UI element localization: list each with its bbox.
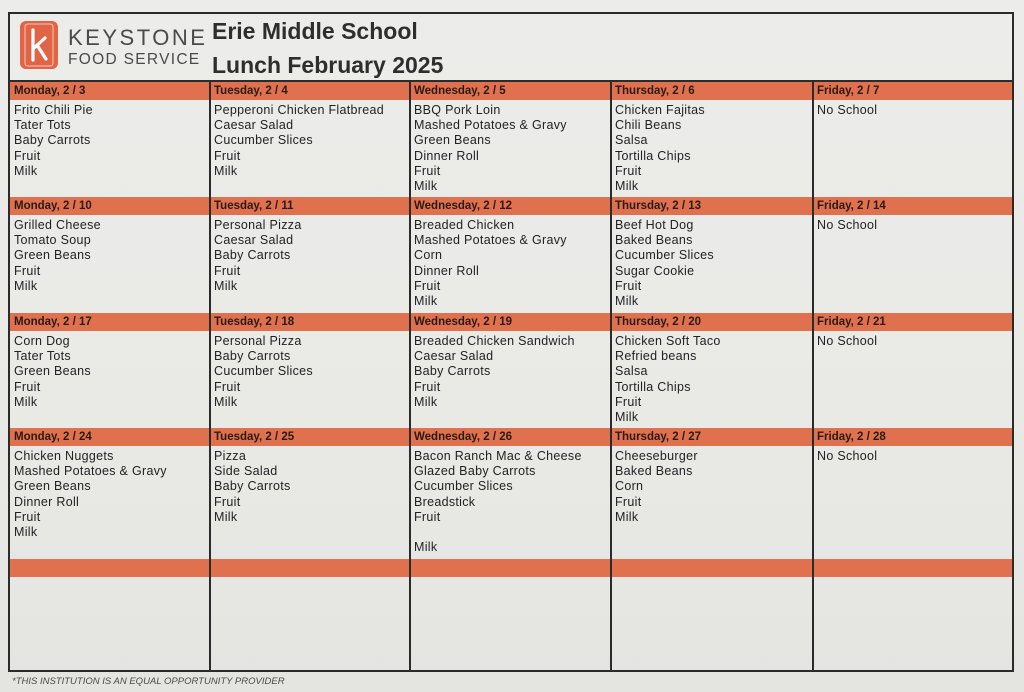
day-menu-list <box>817 103 877 118</box>
menu-item: Dinner Roll <box>14 494 80 509</box>
menu-item: Fruit <box>14 379 41 394</box>
menu-grid <box>10 82 1012 670</box>
menu-item: Corn Dog <box>14 334 70 348</box>
column-divider <box>610 82 612 670</box>
column-divider <box>812 82 814 670</box>
menu-item: Baby Carrots <box>214 349 291 364</box>
column-divider <box>409 82 411 670</box>
menu-item: Fruit <box>414 163 441 178</box>
day-label: Wednesday, 2 / 12 <box>414 200 513 212</box>
keystone-k-logo-icon <box>20 21 58 69</box>
day-label: Wednesday, 2 / 26 <box>414 431 513 443</box>
day-menu-list <box>615 103 705 194</box>
menu-item: Green Beans <box>414 133 491 148</box>
menu-item: Milk <box>214 278 238 293</box>
menu-item: Milk <box>214 163 238 178</box>
day-label: Tuesday, 2 / 25 <box>214 431 295 443</box>
menu-item: Fruit <box>14 263 41 278</box>
day-menu-list <box>14 449 167 540</box>
menu-item: Green Beans <box>14 248 91 263</box>
day-menu-list <box>214 334 313 410</box>
menu-item: Tater Tots <box>14 118 71 133</box>
menu-item: Milk <box>615 509 639 524</box>
menu-item: Milk <box>14 394 38 409</box>
day-menu-list <box>14 218 101 294</box>
day-menu-list <box>14 334 91 410</box>
menu-item: Milk <box>414 540 438 555</box>
keystone-logo <box>20 21 208 73</box>
day-menu-list <box>214 103 384 179</box>
menu-item: Chicken Nuggets <box>14 449 114 463</box>
menu-item: Baked Beans <box>615 233 693 248</box>
menu-item: Breaded Chicken Sandwich <box>414 334 575 348</box>
menu-item: Refried beans <box>615 349 697 364</box>
day-menu-list <box>414 334 575 410</box>
day-menu-list <box>214 218 302 294</box>
menu-item: No School <box>817 218 878 232</box>
menu-item: Personal Pizza <box>214 334 302 348</box>
menu-item: Chili Beans <box>615 118 682 133</box>
menu-item: Breaded Chicken <box>414 218 515 232</box>
menu-item: Baked Beans <box>615 464 693 479</box>
menu-item: Pepperoni Chicken Flatbread <box>214 103 385 117</box>
day-label: Thursday, 2 / 27 <box>615 431 702 443</box>
menu-item: Mashed Potatoes & Gravy <box>414 118 567 133</box>
menu-item: Frito Chili Pie <box>14 103 93 117</box>
menu-item: Caesar Salad <box>214 233 294 248</box>
menu-item: No School <box>817 334 878 348</box>
day-menu-list <box>615 449 698 525</box>
menu-item: Baby Carrots <box>214 479 291 494</box>
menu-item: No School <box>817 449 878 463</box>
day-label: Friday, 2 / 7 <box>817 85 880 97</box>
menu-item: Tortilla Chips <box>615 148 691 163</box>
day-label: Monday, 2 / 3 <box>14 85 86 97</box>
menu-item: Salsa <box>615 133 648 148</box>
menu-item: Fruit <box>14 148 41 163</box>
menu-item: Green Beans <box>14 364 91 379</box>
day-menu-list <box>817 449 877 464</box>
day-menu-list <box>214 449 291 525</box>
menu-item: Mashed Potatoes & Gravy <box>414 233 567 248</box>
menu-item: Milk <box>214 394 238 409</box>
menu-item: Corn <box>414 248 443 263</box>
day-label: Tuesday, 2 / 18 <box>214 316 295 328</box>
day-label: Monday, 2 / 24 <box>14 431 92 443</box>
menu-item: No School <box>817 103 878 117</box>
menu-item: Beef Hot Dog <box>615 218 694 232</box>
menu-item: Fruit <box>214 379 241 394</box>
menu-item: Salsa <box>615 364 648 379</box>
menu-item: Baby Carrots <box>414 364 491 379</box>
equal-opportunity-note: *THIS INSTITUTION IS AN EQUAL OPPORTUNITY PROVIDER <box>12 676 285 687</box>
menu-item: Baby Carrots <box>14 133 91 148</box>
menu-item: Breadstick <box>414 494 476 509</box>
day-label: Friday, 2 / 21 <box>817 316 886 328</box>
day-label: Tuesday, 2 / 4 <box>214 85 288 97</box>
menu-item: Fruit <box>414 509 441 524</box>
day-header-band <box>10 559 1012 577</box>
day-label: Thursday, 2 / 6 <box>615 85 695 97</box>
column-divider <box>209 82 211 670</box>
menu-item: Fruit <box>214 148 241 163</box>
menu-item: Glazed Baby Carrots <box>414 464 536 479</box>
menu-item: Chicken Soft Taco <box>615 334 721 348</box>
day-label: Tuesday, 2 / 11 <box>214 200 294 212</box>
menu-item: Fruit <box>615 394 642 409</box>
menu-item: Grilled Cheese <box>14 218 101 232</box>
menu-item: Milk <box>14 163 38 178</box>
menu-item: Milk <box>14 524 38 539</box>
menu-item: Milk <box>615 293 639 308</box>
day-label: Monday, 2 / 17 <box>14 316 92 328</box>
menu-item: Caesar Salad <box>214 118 294 133</box>
day-label: Wednesday, 2 / 5 <box>414 85 506 97</box>
day-menu-list <box>414 449 582 555</box>
menu-item: Side Salad <box>214 464 278 479</box>
menu-item: Cucumber Slices <box>214 364 313 379</box>
menu-item: Fruit <box>615 278 642 293</box>
menu-item: Dinner Roll <box>414 263 480 278</box>
menu-item: Milk <box>615 178 639 193</box>
menu-item: Cucumber Slices <box>414 479 513 494</box>
menu-item: Tater Tots <box>14 349 71 364</box>
menu-item: Fruit <box>615 494 642 509</box>
menu-item: Fruit <box>214 263 241 278</box>
menu-item: Green Beans <box>14 479 91 494</box>
menu-item: Corn <box>615 479 644 494</box>
brand-tagline: FOOD SERVICE <box>68 51 201 68</box>
menu-item: Milk <box>615 409 639 424</box>
day-menu-list <box>817 218 877 233</box>
menu-item: Fruit <box>214 494 241 509</box>
day-menu-list <box>414 103 567 194</box>
menu-item: Cucumber Slices <box>615 248 714 263</box>
menu-item: Baby Carrots <box>214 248 291 263</box>
menu-item: Milk <box>414 178 438 193</box>
menu-item: Sugar Cookie <box>615 263 695 278</box>
menu-item: BBQ Pork Loin <box>414 103 501 117</box>
menu-item: Fruit <box>615 163 642 178</box>
menu-item: Fruit <box>414 379 441 394</box>
menu-item: Fruit <box>414 278 441 293</box>
menu-item: Milk <box>414 394 438 409</box>
menu-item: Cucumber Slices <box>214 133 313 148</box>
day-label: Friday, 2 / 28 <box>817 431 886 443</box>
menu-item: Pizza <box>214 449 247 463</box>
day-label: Wednesday, 2 / 19 <box>414 316 513 328</box>
page-title: Lunch February 2025 <box>212 52 444 78</box>
menu-item: Bacon Ranch Mac & Cheese <box>414 449 582 463</box>
menu-item: Chicken Fajitas <box>615 103 705 117</box>
menu-frame <box>8 12 1014 672</box>
menu-item: Tortilla Chips <box>615 379 691 394</box>
menu-item: Milk <box>14 278 38 293</box>
menu-item: Tomato Soup <box>14 233 91 248</box>
day-menu-list <box>817 334 877 349</box>
day-label: Thursday, 2 / 13 <box>615 200 702 212</box>
menu-item: Milk <box>214 509 238 524</box>
menu-item: Caesar Salad <box>414 349 494 364</box>
header <box>10 14 1012 82</box>
menu-item: Mashed Potatoes & Gravy <box>14 464 167 479</box>
menu-item: Personal Pizza <box>214 218 302 232</box>
day-label: Friday, 2 / 14 <box>817 200 886 212</box>
day-menu-list <box>14 103 93 179</box>
menu-item: Fruit <box>14 509 41 524</box>
school-name: Erie Middle School <box>212 18 418 44</box>
day-label: Monday, 2 / 10 <box>14 200 92 212</box>
day-menu-list <box>414 218 567 309</box>
menu-item: Dinner Roll <box>414 148 480 163</box>
day-menu-list <box>615 334 721 425</box>
day-menu-list <box>615 218 714 309</box>
day-label: Thursday, 2 / 20 <box>615 316 702 328</box>
menu-item: Cheeseburger <box>615 449 698 463</box>
menu-item: Milk <box>414 293 438 308</box>
brand-name: KEYSTONE <box>68 25 208 50</box>
